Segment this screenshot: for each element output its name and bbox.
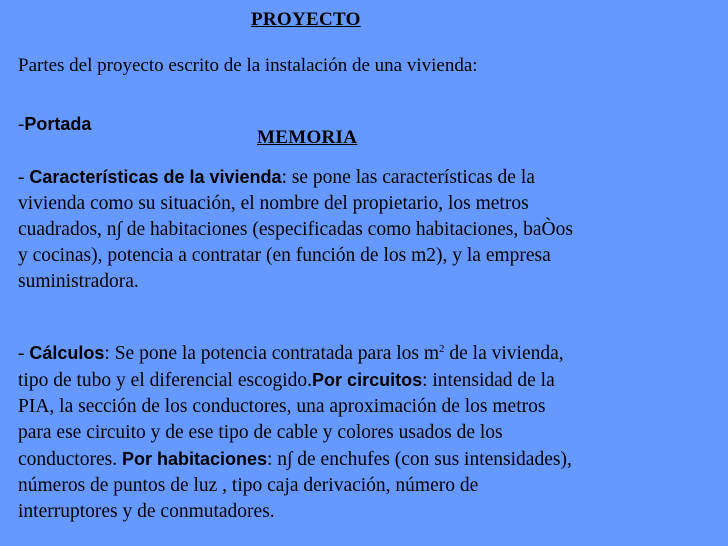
- calculos-line-6: números de puntos de luz , tipo caja derivación, número de: [18, 475, 479, 496]
- page-title: PROYECTO: [251, 9, 361, 30]
- caracteristicas-line-3: cuadrados, n∫ de habitaciones (especificadas como habitaciones, baÒos: [18, 219, 573, 240]
- caracteristicas-line-4: y cocinas), potencia a contratar (en función de los m2), y la empresa: [18, 245, 551, 266]
- portada-dash: -: [18, 114, 25, 135]
- calculos-label: Cálculos: [29, 343, 105, 363]
- caracteristicas-paragraph: [18, 164, 718, 295]
- calculos-line-3: PIA, la sección de los conductores, una aproximación de los metros: [18, 396, 546, 417]
- por-circuitos-label: Por circuitos: [312, 370, 423, 390]
- caracteristicas-line-5: suministradora.: [18, 271, 139, 292]
- calculos-dash: -: [18, 343, 30, 364]
- intro-text: Partes del proyecto escrito de la instalación de una vivienda:: [18, 55, 478, 76]
- caracteristicas-line-1-text: : se pone las características de la: [281, 167, 535, 188]
- calculos-line-5: [18, 446, 718, 473]
- calculos-paragraph: [18, 340, 718, 525]
- calculos-line-1-end: de la vivienda,: [444, 343, 564, 364]
- caracteristicas-line-2: vivienda como su situación, el nombre del propietario, los metros: [18, 193, 529, 214]
- portada-label: Portada: [24, 114, 92, 134]
- memoria-heading: MEMORIA: [257, 127, 358, 148]
- calculos-line-2: [18, 367, 718, 394]
- calculos-line-1-text: : Se pone la potencia contratada para los m: [104, 343, 440, 364]
- calculos-line-2-start: tipo de tubo y el diferencial escogido.: [18, 370, 313, 391]
- calculos-line-5-start: conductores.: [18, 449, 122, 470]
- caracteristicas-line-1: [18, 164, 718, 191]
- por-habitaciones-label: Por habitaciones: [121, 449, 268, 469]
- calculos-superscript: 2: [439, 343, 445, 355]
- calculos-line-1: [18, 340, 718, 367]
- caracteristicas-label: Características de la vivienda: [29, 167, 282, 187]
- calculos-line-2-rest: : intensidad de la: [422, 370, 555, 391]
- caracteristicas-dash: -: [18, 167, 30, 188]
- calculos-line-4: para ese circuito y de ese tipo de cable y colores usados de los: [18, 422, 503, 443]
- portada-item: [18, 114, 91, 136]
- calculos-line-5-rest: : n∫ de enchufes (con sus intensidades),: [267, 449, 572, 470]
- calculos-line-7: interruptores y de conmutadores.: [18, 501, 275, 522]
